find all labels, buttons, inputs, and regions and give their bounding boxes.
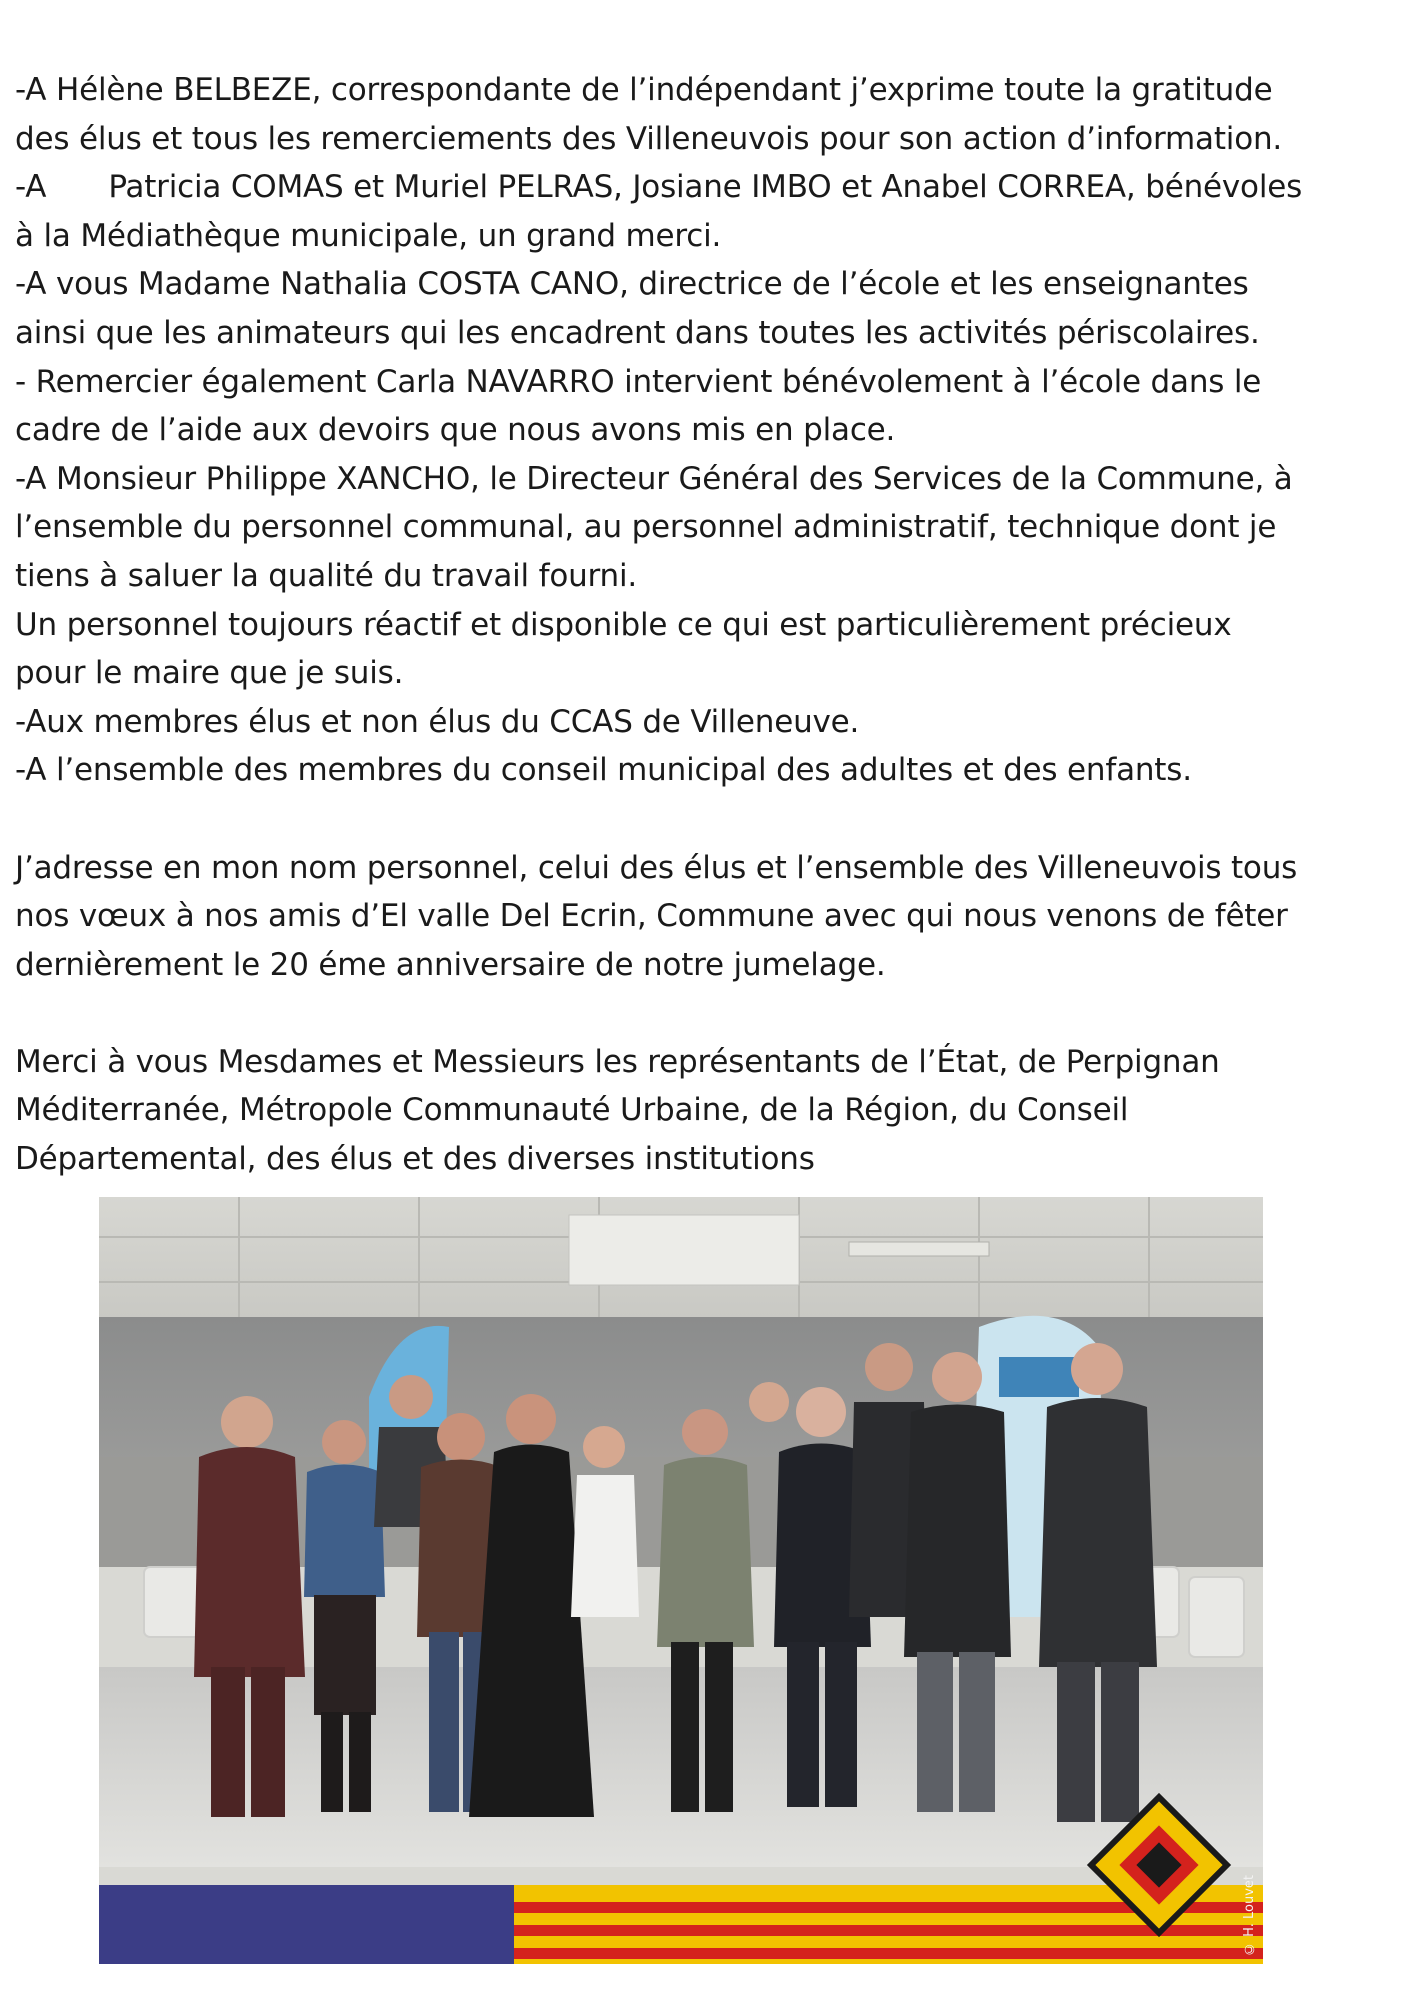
text-line: nos vœux à nos amis d’El valle Del Ecrin, Commune avec qui nous venons de fêter [15,898,1288,935]
document-text [15,66,1410,1184]
text-line: Méditerranée, Métropole Communauté Urbaine, de la Région, du Conseil [15,1092,1129,1129]
text-line: l’ensemble du personnel communal, au personnel administratif, technique dont je [15,509,1277,546]
text-line: tiens à saluer la qualité du travail fourni. [15,557,638,594]
text-line: -A vous Madame Nathalia COSTA CANO, directrice de l’école et les enseignantes [15,266,1249,303]
text-line: J’adresse en mon nom personnel, celui des élus et l’ensemble des Villeneuvois tous [15,849,1298,886]
text-line: -Aux membres élus et non élus du CCAS de Villeneuve. [15,703,860,740]
text-line: dernièrement le 20 éme anniversaire de notre jumelage. [15,946,886,983]
text-line: à la Médiathèque municipale, un grand merci. [15,217,722,254]
photo-credit: © H. Louvet [1242,1875,1257,1956]
text-line [15,163,1410,212]
text-line: pour le maire que je suis. [15,655,404,692]
group-photo [99,1197,1263,1964]
text-line: des élus et tous les remerciements des Villeneuvois pour son action d’information. [15,120,1283,157]
text-line: Un personnel toujours réactif et disponible ce qui est particulièrement précieux [15,606,1232,643]
text-line: cadre de l’aide aux devoirs que nous avons mis en place. [15,412,896,449]
text-line: -A Monsieur Philippe XANCHO, le Directeur Général des Services de la Commune, à [15,460,1293,497]
text-line: ainsi que les animateurs qui les encadrent dans toutes les activités périscolaires. [15,314,1260,351]
text-line: Départemental, des élus et des diverses institutions [15,1141,815,1178]
text-fragment: -A [15,169,47,206]
text-line: -A Hélène BELBEZE, correspondante de l’indépendant j’exprime toute la gratitude [15,72,1273,108]
text-line: Merci à vous Mesdames et Messieurs les représentants de l’État, de Perpignan [15,1043,1220,1080]
text-fragment: Patricia COMAS et Muriel PELRAS, Josiane IMBO et Anabel CORREA, bénévoles [108,169,1303,206]
group-photo-illustration [99,1197,1263,1964]
text-line: -A l’ensemble des membres du conseil municipal des adultes et des enfants. [15,752,1192,789]
text-line: - Remercier également Carla NAVARRO intervient bénévolement à l’école dans le [15,363,1262,400]
